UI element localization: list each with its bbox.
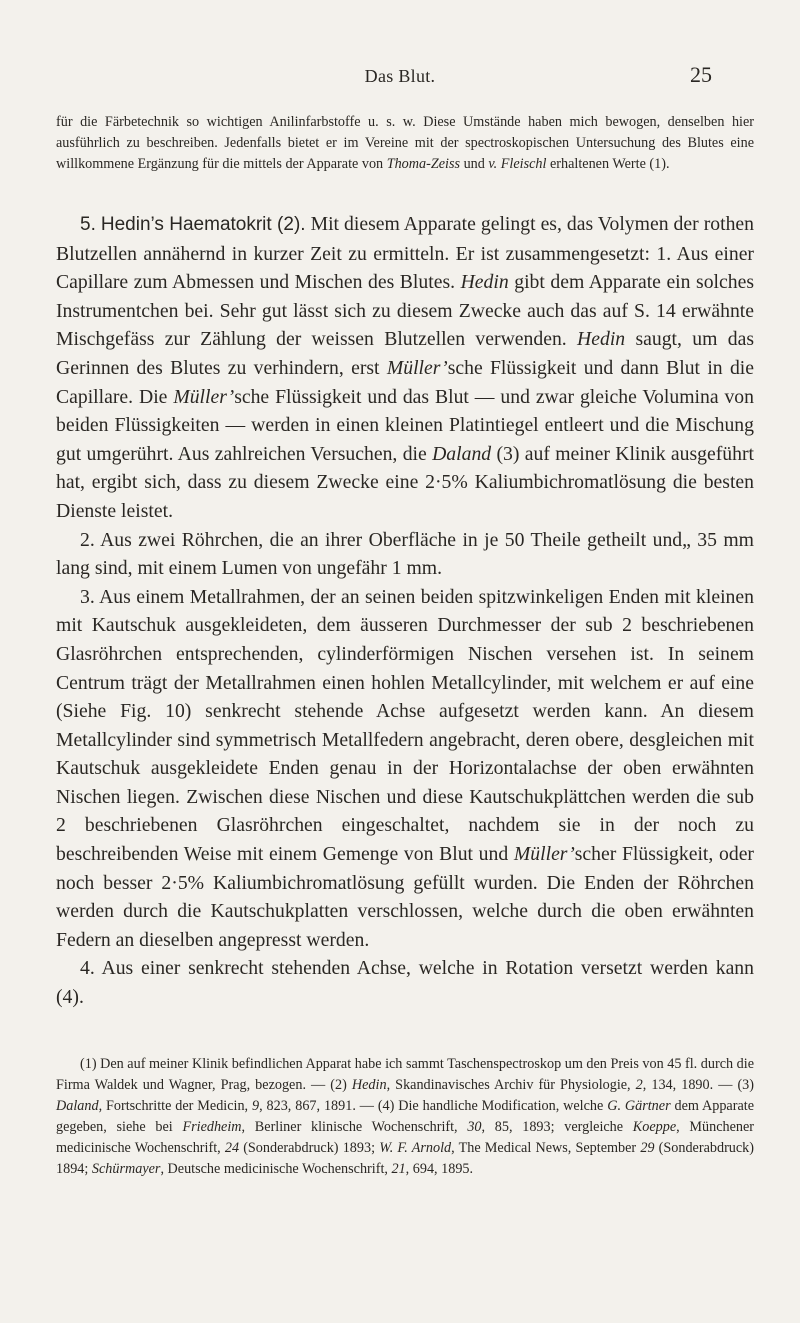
fn-text-i: , Münchener medicinische Wochenschrift, xyxy=(56,1119,755,1156)
section-paragraph-4: 4. Aus einer senkrecht stehenden Achse, welche in Rotation versetzt werden kann (4). xyxy=(56,957,754,1009)
footnotes xyxy=(56,1054,754,1180)
page-number: 25 xyxy=(690,62,712,87)
fn-name-friedheim: Friedheim xyxy=(182,1119,242,1135)
fn-text-j: (Sonderabdruck) 1893; xyxy=(239,1140,380,1156)
fn-text-b: , Skandinavisches Archiv für Physiologie, xyxy=(386,1077,636,1093)
fn-text-n: , 694, 1895. xyxy=(405,1161,474,1177)
fn-text-h: , 85, 1893; vergleiche xyxy=(481,1119,633,1135)
main-text xyxy=(56,210,754,1012)
fn-name-schurmayer: Schürmayer xyxy=(91,1161,161,1177)
running-title: Das Blut. xyxy=(364,66,436,86)
fn-name-koeppe: Koeppe xyxy=(632,1119,677,1135)
fn-volume-6: 21 xyxy=(391,1161,406,1177)
section-paragraph-3 xyxy=(56,583,754,955)
fn-text-l: (Sonderabdruck) 1894; xyxy=(56,1140,754,1177)
fn-volume-3: 30 xyxy=(467,1119,482,1135)
intro-name-thoma-zeiss: Thoma-Zeiss xyxy=(386,156,461,172)
section-title: Hedin’s Haematokrit (2). xyxy=(100,214,306,235)
p1-name-daland: Daland xyxy=(432,442,492,465)
p3-name-muller: Müller’ xyxy=(513,843,575,866)
p1-name-hedin-2: Hedin xyxy=(577,328,626,351)
p1-text-d: sche Flüssigkeit und dann Blut in die Capillare. Die xyxy=(56,356,754,408)
footnote-block xyxy=(56,1054,754,1180)
fn-text-m: , Deutsche medicinische Wochenschrift, xyxy=(160,1161,392,1177)
fn-name-gartner: G. Gärtner xyxy=(607,1098,671,1114)
fn-volume-2: 9 xyxy=(252,1098,260,1114)
p1-name-muller-1: Müller’ xyxy=(386,356,448,379)
fn-volume-5: 29 xyxy=(640,1140,655,1156)
fn-text-a: (1) Den auf meiner Klinik befindlichen Apparat habe ich sammt Taschenspectroskop um den Preis von 45 fl. durch die Firma Waldek und Wagner, Prag, bezogen. — (2) xyxy=(56,1056,754,1093)
fn-text-g: , Berliner klinische Wochenschrift, xyxy=(241,1119,468,1135)
p1-text-e: sche Flüssigkeit und das Blut — und zwar gleiche Volumina von beiden Flüssigkeiten — werden in einen kleinen Platintiegel entleert und die Mischung gut umgerührt. Aus zahlreichen Versuchen, die xyxy=(56,385,754,465)
fn-name-daland: Daland xyxy=(56,1098,99,1114)
fn-text-e: , 823, 867, 1891. — (4) Die handliche Modification, welche xyxy=(259,1098,608,1114)
p1-name-hedin-1: Hedin xyxy=(460,271,509,294)
fn-text-d: , Fortschritte der Medicin, xyxy=(98,1098,252,1114)
p1-text-a: Mit diesem Apparate gelingt es, das Volymen der rothen Blutzellen annähernd in kurzer Zeit zu ermitteln. Er ist zusammengesetzt: 1. Aus einer Capillare zum Abmessen und Mischen des Blutes. xyxy=(56,213,754,294)
p1-text-f: (3) auf meiner Klinik ausgeführt hat, ergibt sich, dass zu diesem Zwecke eine 2·5% Kaliumbichromatlösung die besten Dienste leistet. xyxy=(56,442,754,522)
fn-text-f: dem Apparate gegeben, siehe bei xyxy=(56,1098,754,1135)
p3-text-b: scher Flüssigkeit, oder noch besser 2·5% Kaliumbichromatlösung gefüllt wurden. Die Enden der Röhrchen werden durch die Kautschukplatten verschlossen, welche durch die oben erwähnten Federn an dieselben angepresst werden. xyxy=(56,843,754,951)
section-paragraph-1 xyxy=(56,210,754,526)
p1-name-muller-2: Müller’ xyxy=(173,385,235,408)
fn-volume-4: 24 xyxy=(224,1140,240,1156)
intro-name-fleischl: v. Fleischl xyxy=(488,156,547,172)
fn-volume-1: 2 xyxy=(635,1077,643,1093)
p1-text-b: gibt dem Apparate ein solches Instrumentchen bei. Sehr gut lässt sich zu diesem Zwecke auch das auf S. 14 erwähnte Mischgefäss zur Zählung der weissen Blutzellen verwenden. xyxy=(56,271,754,351)
fn-name-arnold: W. F. Arnold xyxy=(379,1140,452,1156)
intro-text-2: und xyxy=(460,156,489,172)
section-paragraph-2: 2. Aus zwei Röhrchen, die an ihrer Oberfläche in je 50 Theile getheilt und„ 35 mm lang sind, mit einem Lumen von ungefähr 1 mm. xyxy=(56,528,754,580)
p3-text-a: 3. Aus einem Metallrahmen, der an seinen beiden spitzwinkeligen Enden mit kleinen mit Kautschuk ausgekleideten, dem äusseren Durchmesser der sub 2 beschriebenen Glasröhrchen entsprechenden, cylinderförmigen Nischen versehen ist. In seinem Centrum trägt der Metallrahmen einen hohlen Metallcylinder, mit welchem er auf eine (Siehe Fig. 10) senkrecht stehende Achse aufgesetzt werden kann. An diesem Metallcylinder sind symmetrisch Metallfedern angebracht, deren obere, desgleichen mit Kautschuk ausgekleidete Enden genau in der Horizontalachse der oben erwähnten Nischen liegen. Zwischen diese Nischen und diese Kautschukplättchen werden die sub 2 beschriebenen Glasröhrchen eingeschaltet, nachdem sie in der noch zu beschreibenden Weise mit einem Gemenge von Blut und xyxy=(56,585,754,866)
p1-text-c: saugt, um das Gerinnen des Blutes zu verhindern, erst xyxy=(56,328,754,379)
fn-text-c: , 134, 1890. — (3) xyxy=(642,1077,754,1093)
intro-text-3: erhaltenen Werte (1). xyxy=(546,156,670,172)
fn-text-k: , The Medical News, September xyxy=(451,1140,641,1156)
section-number: 5. xyxy=(80,214,96,235)
fn-name-hedin: Hedin xyxy=(351,1077,387,1093)
intro-paragraph xyxy=(56,112,754,175)
intro-text-1: für die Färbetechnik so wichtigen Anilinfarbstoffe u. s. w. Diese Umstände haben mich bewogen, denselben hier ausführlich zu beschreiben. Jedenfalls bietet er im Vereine mit der spectroskopischen Untersuchung des Blutes eine willkommene Ergänzung für die mittels der Apparate von xyxy=(56,114,754,172)
